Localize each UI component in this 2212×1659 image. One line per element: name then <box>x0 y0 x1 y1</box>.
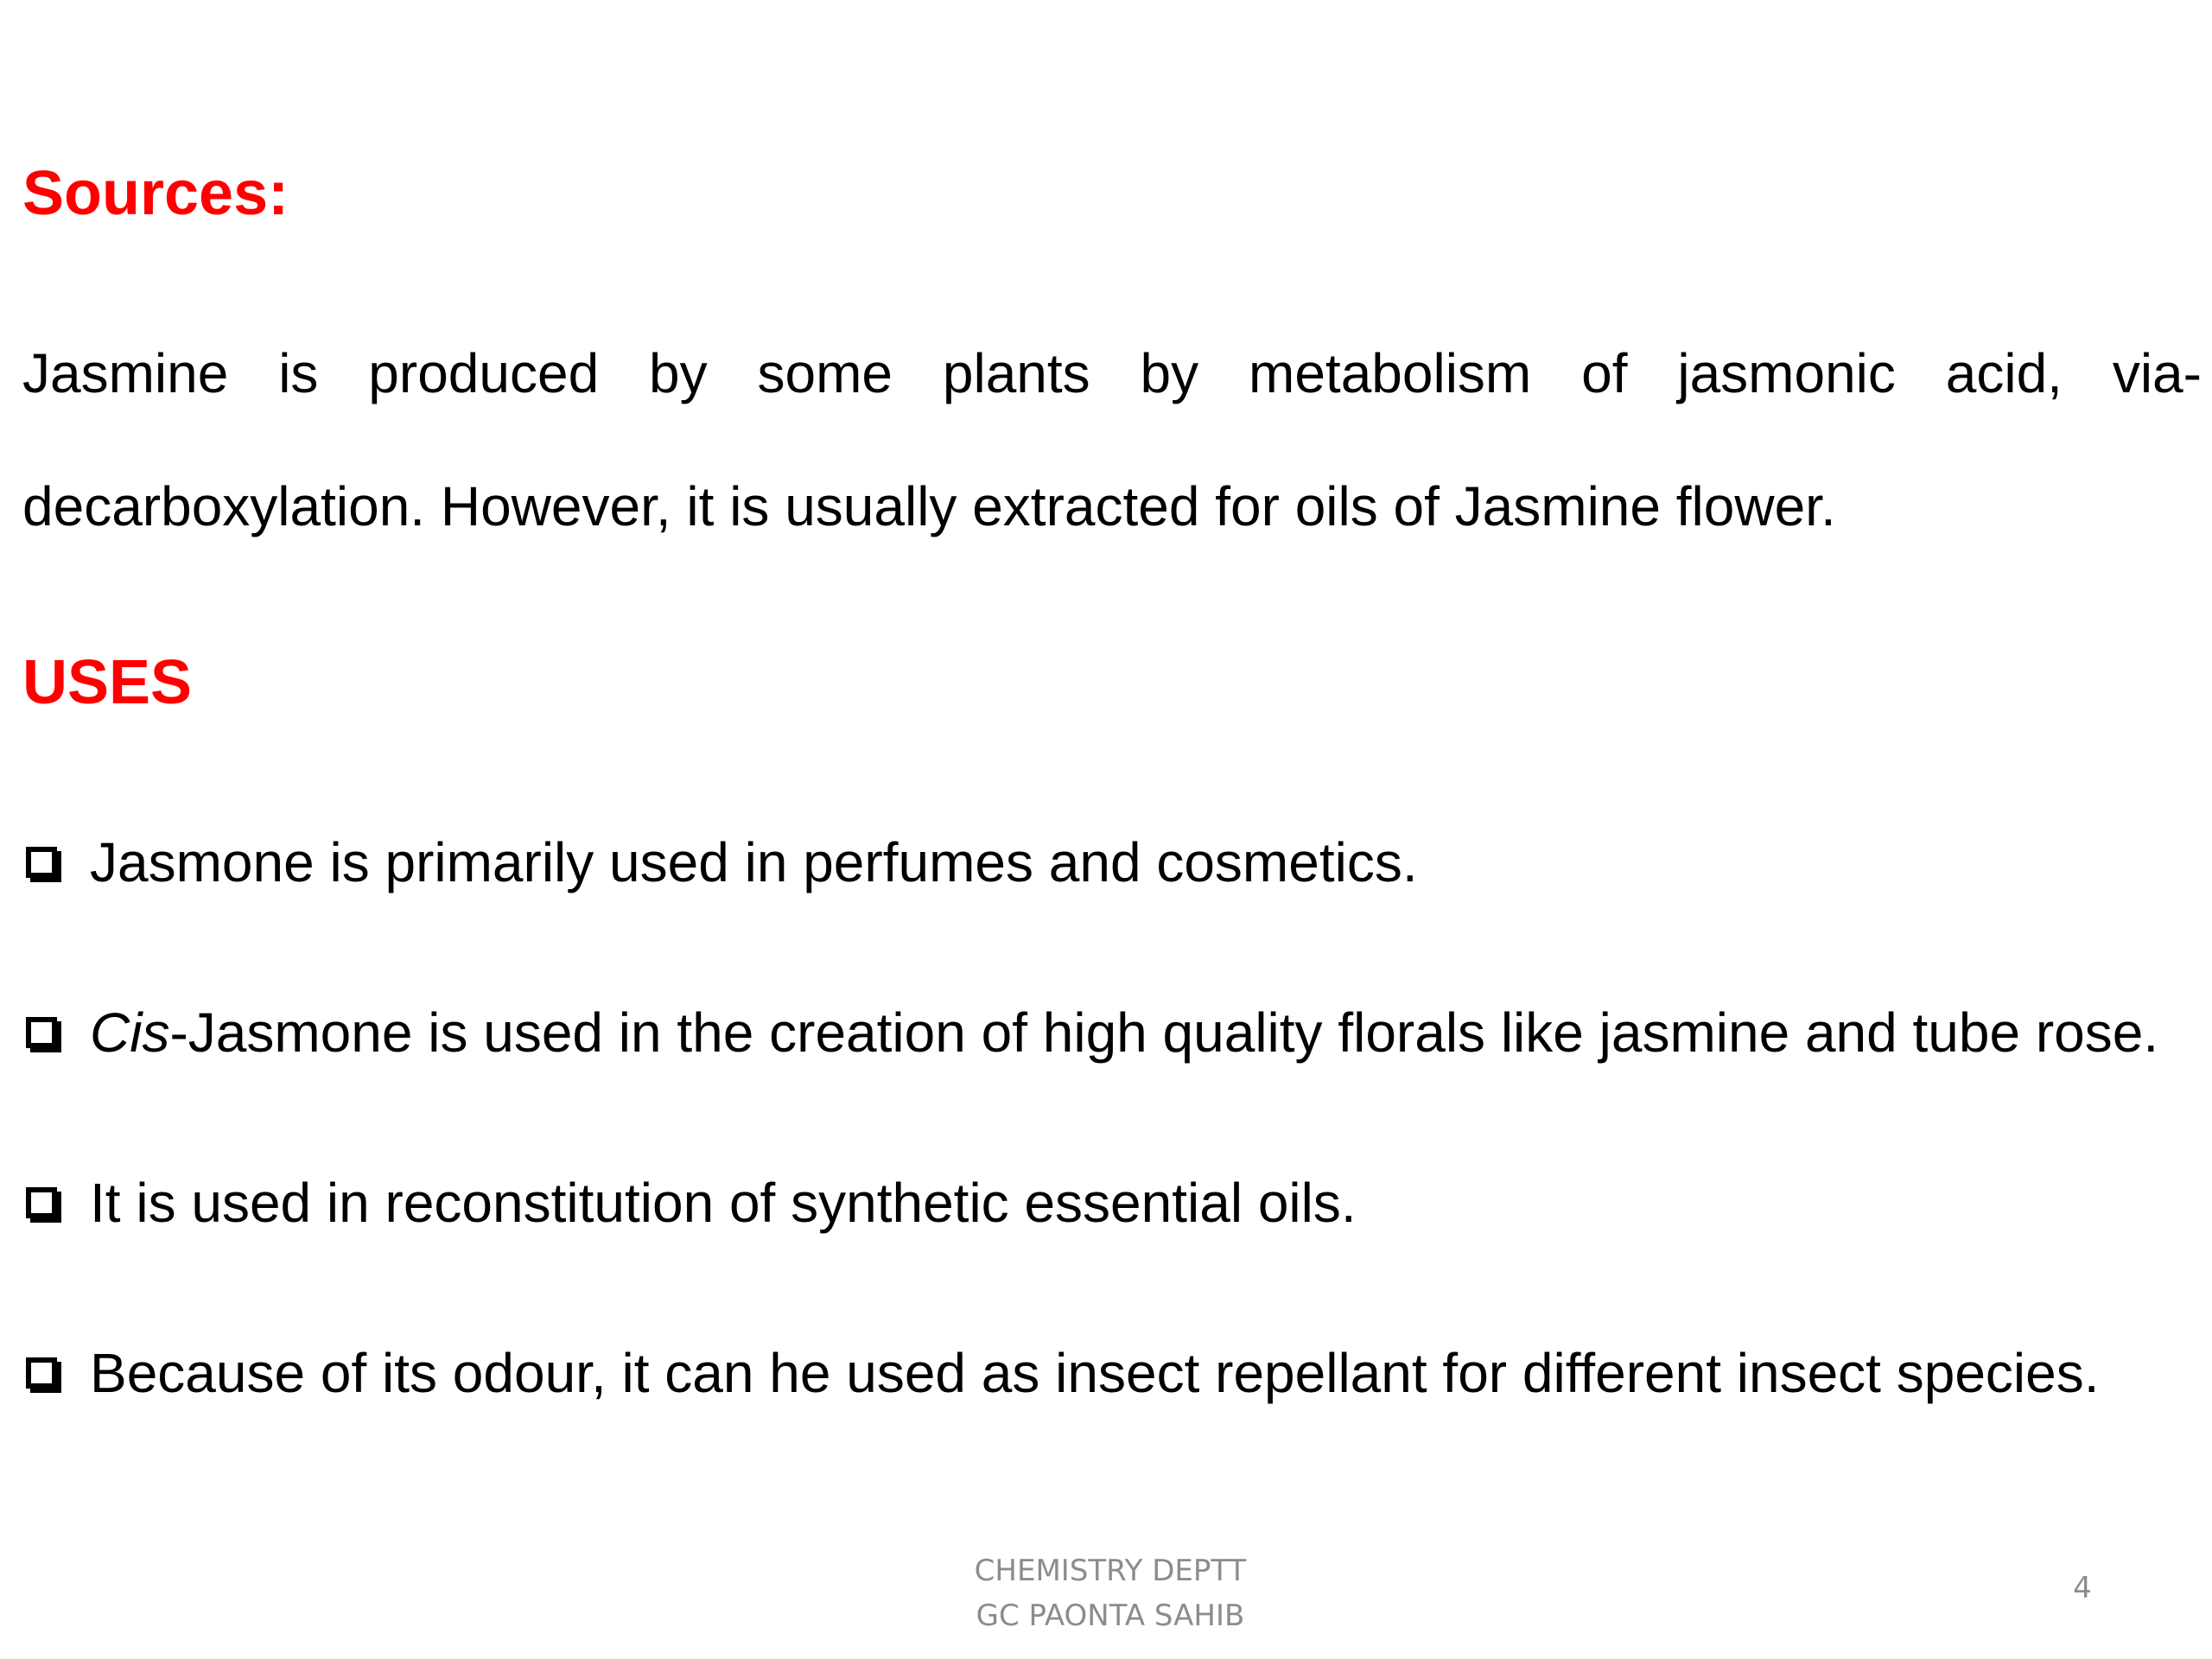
word: plants <box>942 342 1090 404</box>
uses-item-text: Because of its odour, it can he used as insect repellant for different insect species. <box>90 1342 2100 1404</box>
uses-list-item <box>26 1172 1357 1234</box>
word: via- <box>2112 342 2202 404</box>
word: produced <box>368 342 600 404</box>
word: is <box>278 342 319 404</box>
uses-item-text: Jasmone is primarily used in perfumes and cosmetics. <box>90 831 1418 893</box>
word: by <box>1140 342 1199 404</box>
footer-text <box>864 1548 1357 1638</box>
footer-line-1: CHEMISTRY DEPTT <box>974 1554 1247 1588</box>
uses-list-item <box>26 1001 2159 1064</box>
uses-item-text-rest: -Jasmone is used in the creation of high quality florals like jasmine and tube rose. <box>169 1001 2159 1064</box>
word: acid, <box>1945 342 2063 404</box>
sources-heading: Sources: <box>22 159 289 228</box>
checkbox-square-icon <box>26 1187 57 1218</box>
checkbox-square-icon <box>26 847 57 878</box>
word: of <box>1581 342 1628 404</box>
page-number: 4 <box>2073 1571 2092 1605</box>
sources-paragraph-line-1 <box>22 342 2202 404</box>
sources-paragraph-line-2: decarboxylation. However, it is usually extracted for oils of Jasmine flower. <box>22 475 1836 537</box>
uses-list-item <box>26 831 1418 893</box>
uses-list-item <box>26 1342 2100 1404</box>
word: metabolism <box>1249 342 1532 404</box>
word: by <box>649 342 708 404</box>
uses-heading: USES <box>22 648 193 717</box>
uses-item-text: It is used in reconstitution of synthetic essential oils. <box>90 1172 1357 1234</box>
footer-line-2: GC PAONTA SAHIB <box>976 1599 1245 1633</box>
checkbox-square-icon <box>26 1357 57 1389</box>
checkbox-square-icon <box>26 1017 57 1048</box>
word: some <box>757 342 893 404</box>
word: jasmonic <box>1677 342 1896 404</box>
italic-prefix: Cis <box>90 1001 170 1064</box>
word: Jasmine <box>22 342 229 404</box>
uses-item-text <box>90 1001 2159 1064</box>
